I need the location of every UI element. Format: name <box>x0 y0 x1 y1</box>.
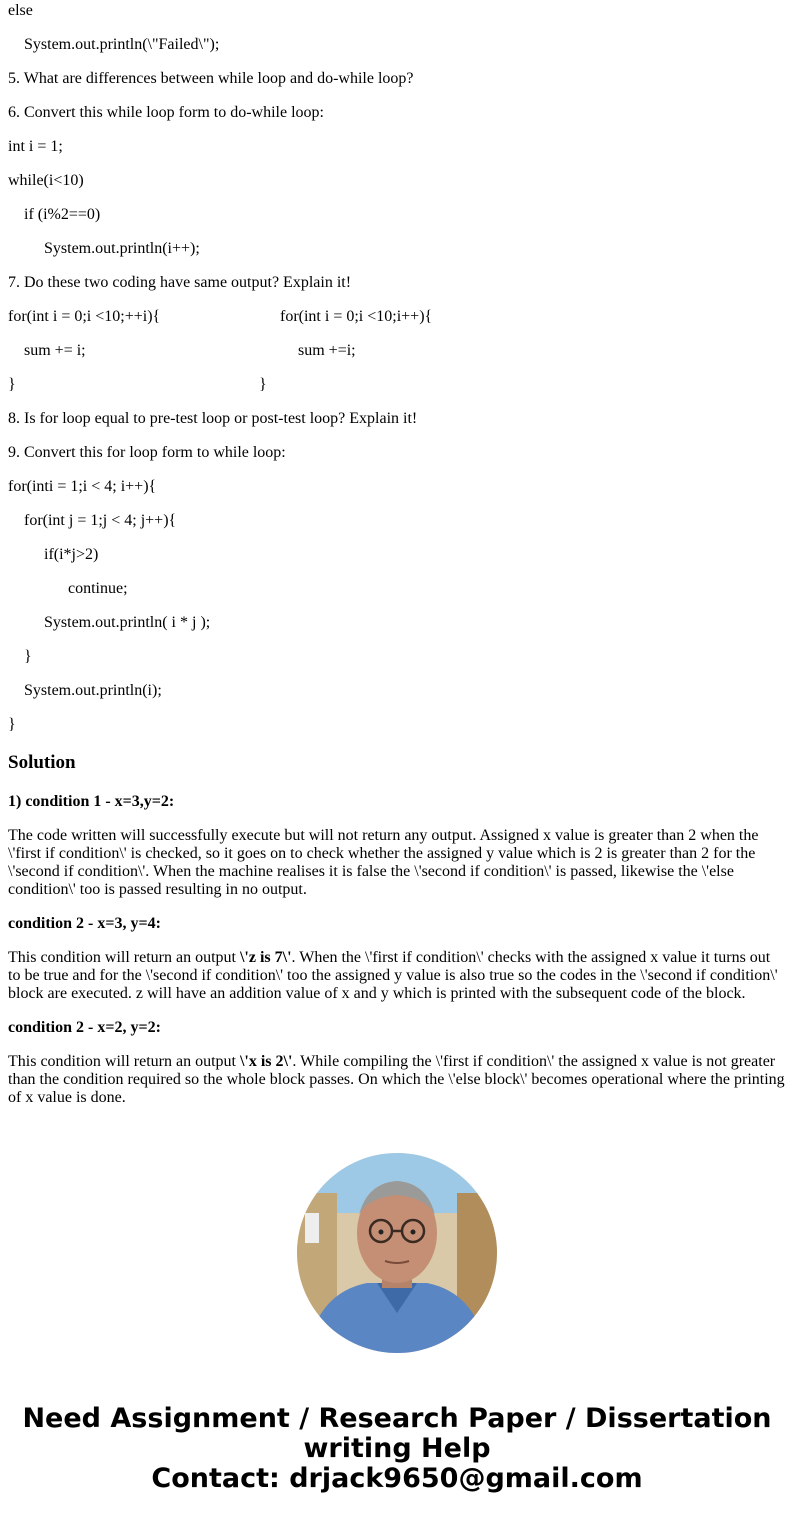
condition-1-text: The code written will successfully execute but will not return any output. Assigned x value is greater than 2 when the \'first if condition\' is checked, so it goes on to check whether the assigned y value which is 2 is greater than 2 for the \'second if condition\'. When the machine realises it is false the \'second if condition\' is passed, likewise the \'else condition\' too is passed resulting in no output. <box>8 827 759 898</box>
compare-right-line: } <box>259 376 267 393</box>
author-photo <box>297 1153 497 1353</box>
compare-left-line: } <box>8 376 16 393</box>
condition-3-output: \'x is 2\' <box>239 1053 293 1070</box>
condition-3-title: condition 2 - x=2, y=2: <box>8 1019 161 1036</box>
code-line: else <box>8 2 33 19</box>
code-line: System.out.println( i * j ); <box>8 614 211 631</box>
code-line: int i = 1; <box>8 138 63 155</box>
promo-contact: Contact: drjack9650@gmail.com <box>151 1463 643 1494</box>
question-8: 8. Is for loop equal to pre-test loop or post-test loop? Explain it! <box>8 410 418 427</box>
code-line: System.out.println(\"Failed\"); <box>8 36 220 53</box>
code-line: System.out.println(i); <box>8 682 162 699</box>
condition-2-output: \'z is 7\' <box>239 949 292 966</box>
condition-1-title: 1) condition 1 - x=3,y=2: <box>8 793 175 810</box>
promo-line-1: Need Assignment / Research Paper / Dissertation <box>22 1403 772 1434</box>
code-line: for(int j = 1;j < 4; j++){ <box>8 512 177 529</box>
compare-right-line: for(int i = 0;i <10;i++){ <box>280 308 433 325</box>
code-line: while(i<10) <box>8 172 84 189</box>
code-line: System.out.println(i++); <box>8 240 200 257</box>
question-5: 5. What are differences between while loop and do-while loop? <box>8 70 414 87</box>
promo-line-2: writing Help <box>303 1433 491 1464</box>
code-line: } <box>8 716 16 733</box>
condition-3-text <box>8 1053 786 1107</box>
code-line: } <box>8 648 32 665</box>
condition-2-title: condition 2 - x=3, y=4: <box>8 915 161 932</box>
condition-2-pre: This condition will return an output <box>8 949 240 966</box>
compare-right-line: sum +=i; <box>290 342 356 359</box>
condition-3-post: . While compiling the \'first if condition\' the assigned x value is not greater than the condition required so the whole block passes. On which the \'else block\' becomes operational where the printing of x value is done. <box>8 1053 785 1106</box>
question-6: 6. Convert this while loop form to do-while loop: <box>8 104 324 121</box>
solution-heading: Solution <box>8 752 76 773</box>
condition-3-pre: This condition will return an output <box>8 1053 240 1070</box>
question-9: 9. Convert this for loop form to while loop: <box>8 444 286 461</box>
compare-left-line: sum += i; <box>8 342 86 359</box>
condition-2-post: . When the \'first if condition\' checks with the assigned x value it turns out to be true and for the \'second if condition\' too the assigned y value is also true so the codes in the \'second if condition\' block are executed. z will have an addition value of x and y which is printed with the subsequent code of the block. <box>8 949 778 1002</box>
condition-2-text <box>8 949 786 1003</box>
compare-left-line: for(int i = 0;i <10;++i){ <box>8 308 161 325</box>
author-portrait-image <box>297 1153 497 1353</box>
question-7: 7. Do these two coding have same output? Explain it! <box>8 274 352 291</box>
code-line: continue; <box>8 580 128 597</box>
code-line: if (i%2==0) <box>8 206 101 223</box>
code-line: for(inti = 1;i < 4; i++){ <box>8 478 157 495</box>
code-line: if(i*j>2) <box>8 546 99 563</box>
